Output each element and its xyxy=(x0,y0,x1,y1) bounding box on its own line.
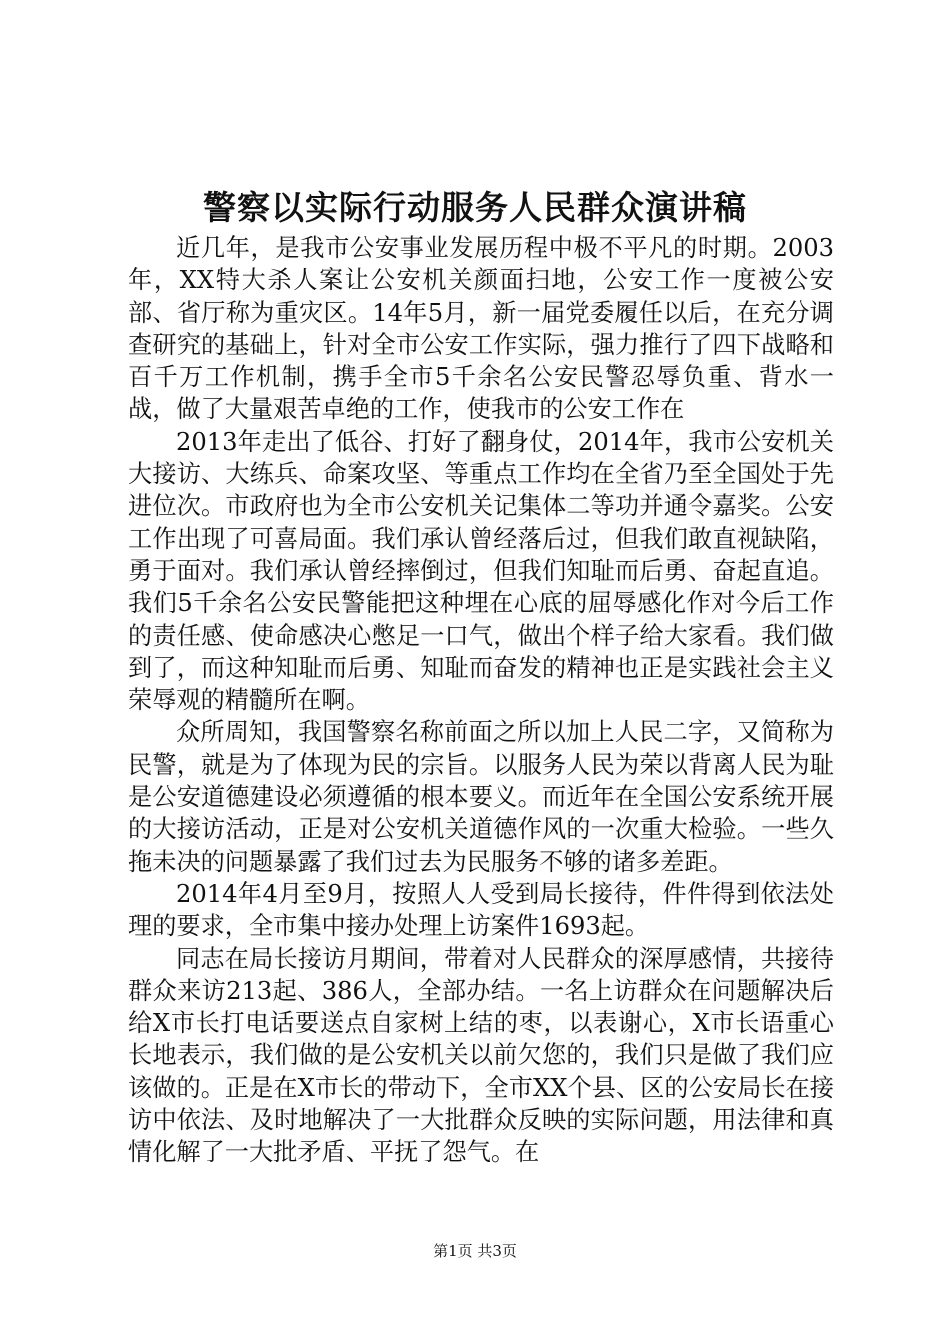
paragraph-4: 2014年4月至9月，按照人人受到局长接待，件件得到依法处理的要求，全市集中接办处理上访案件1693起。 xyxy=(128,879,834,941)
page-footer: 第1页 共3页 xyxy=(433,1242,517,1260)
paragraph-2: 2013年走出了低谷、打好了翻身仗，2014年，我市公安机关大接访、大练兵、命案攻坚、等重点工作均在全省乃至全国处于先进位次。市政府也为全市公安机关记集体二等功并通令嘉奖。公安工作出现了可喜局面。我们承认曾经落后过，但我们敢直视缺陷，勇于面对。我们承认曾经摔倒过，但我们知耻而后勇、奋起直追。我们5千余名公安民警能把这种埋在心底的屈辱感化作对今后工作的责任感、使命感决心憋足一口气，做出个样子给大家看。我们做到了，而这种知耻而后勇、知耻而奋发的精神也正是实践社会主义荣辱观的精髓所在啊。 xyxy=(128,427,834,715)
document-title: 警察以实际行动服务人民群众演讲稿 xyxy=(203,188,747,227)
paragraph-3: 众所周知，我国警察名称前面之所以加上人民二字，又简称为民警，就是为了体现为民的宗旨。以服务人民为荣以背离人民为耻是公安道德建设必须遵循的根本要义。而近年在全国公安系统开展的大接访活动，正是对公安机关道德作风的一次重大检验。一些久拖未决的问题暴露了我们过去为民服务不够的诸多差距。 xyxy=(128,718,834,876)
document-body xyxy=(128,232,834,1169)
paragraph-1: 近几年，是我市公安事业发展历程中极不平凡的时期。2003年，XX特大杀人案让公安机关颜面扫地，公安工作一度被公安部、省厅称为重灾区。14年5月，新一届党委履任以后，在充分调查研究的基础上，针对全市公安工作实际，强力推行了四下战略和百千万工作机制，携手全市5千余名公安民警忍辱负重、背水一战，做了大量艰苦卓绝的工作，使我市的公安工作在 xyxy=(128,234,834,424)
paragraph-5: 同志在局长接访月期间，带着对人民群众的深厚感情，共接待群众来访213起、386人，全部办结。一名上访群众在问题解决后给X市长打电话要送点自家树上结的枣，以表谢心，X市长语重心长地表示，我们做的是公安机关以前欠您的，我们只是做了我们应该做的。正是在X市长的带动下，全市XX个县、区的公安局长在接访中依法、及时地解决了一大批群众反映的实际问题，用法律和真情化解了一大批矛盾、平抚了怨气。在 xyxy=(128,944,834,1167)
